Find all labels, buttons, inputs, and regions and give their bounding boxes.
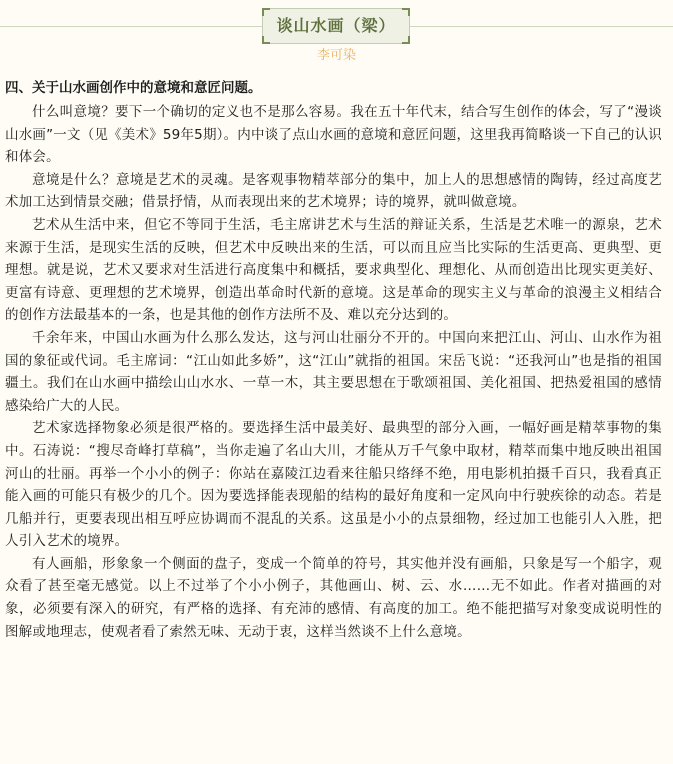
paragraph: 什么叫意境？要下一个确切的定义也不是那么容易。我在五十年代末，结合写生创作的体会，写了“漫谈山水画”一文（见《美术》59年5期）。内中谈了点山水画的意境和意匠问题，这里我再简略谈一下自己的认识和体会。: [5, 104, 663, 166]
title-divider-left: [0, 26, 262, 27]
paragraph: 艺术家选择物象必须是很严格的。要选择生活中最美好、最典型的部分入画，一幅好画是精萃事物的集中。石涛说：“搜尽奇峰打草稿”，当你走遍了名山大川，才能从万千气象中取材，精萃而集中地反映出祖国河山的壮丽。再举一个小小的例子：你站在嘉陵江边看来往船只络绎不绝，用电影机拍摄千百只，我看真正能入画的可能只有极少的几个。因为要选择能表现船的结构的最好角度和一定风向中行驶疾徐的动态。若是几船并行，更要表现出相互呼应协调而不混乱的关系。这虽是小小的点景细物，经过加工也能引人入胜，把人引入艺术的境界。: [5, 420, 662, 550]
paragraph: 有人画船，形象象一个侧面的盘子，变成一个简单的符号，其实他并没有画船，只象是写一个船字，观众看了甚至毫无感觉。以上不过举了个小小例子，其他画山、树、云、水……无不如此。作者对描画的对象，必须要有深入的研究，有严格的选择、有充沛的感情、有高度的加工。绝不能把描写对象变成说明性的图解或地理志，使观者看了索然无味、无动于衷，这样当然谈不上什么意境。: [5, 555, 662, 640]
paragraph: 艺术从生活中来，但它不等同于生活，毛主席讲艺术与生活的辩证关系，生活是艺术唯一的源泉，艺术来源于生活，是现实生活的反映，但艺术中反映出来的生活，可以而且应当比实际的生活更高、更典型、更理想。就是说，艺术又要求对生活进行高度集中和概括，要求典型化、理想化、从而创造出比现实更美好、更富有诗意、更理想的艺术境界，创造出革命时代新的意境。这是革命的现实主义与革命的浪漫主义相结合的创作方法最基本的一条，也是其他的创作方法所不及、难以充分达到的。: [5, 216, 662, 324]
article-body: [5, 77, 662, 643]
corner-ornament: [262, 36, 270, 44]
paragraph: 意境是什么？意境是艺术的灵魂。是客观事物精萃部分的集中，加上人的思想感情的陶铸，经过高度艺术加工达到情景交融；借景抒情，从而表现出来的艺术境界；诗的境界，就叫做意境。: [5, 171, 662, 211]
title-banner: [0, 8, 673, 46]
corner-ornament: [262, 8, 270, 16]
corner-ornament: [402, 8, 410, 16]
paragraph: 千余年来，中国山水画为什么那么发达，这与河山壮丽分不开的。中国向来把江山、河山、山水作为祖国的象征或代词。毛主席词：“江山如此多娇”，这“江山”就指的祖国。宋岳飞说：“还我河山”也是指的祖国疆土。我们在山水画中描绘山山水水、一草一木，其主要思想在于歌颂祖国、美化祖国、把热爱祖国的感情感染给广大的人民。: [5, 329, 662, 414]
page-title: 谈山水画（梁）: [276, 16, 396, 35]
title-divider-right: [410, 26, 673, 27]
title-box: [262, 8, 410, 44]
section-heading: 四、关于山水画创作中的意境和意匠问题。: [5, 80, 262, 96]
author-name: 李可染: [316, 48, 356, 63]
corner-ornament: [402, 36, 410, 44]
